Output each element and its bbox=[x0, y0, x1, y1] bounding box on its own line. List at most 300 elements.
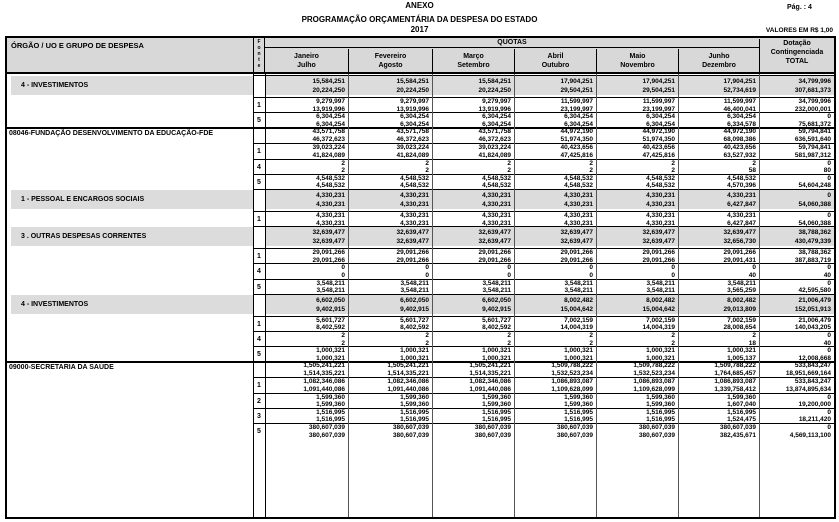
cell-value-bottom: 0 bbox=[589, 271, 593, 279]
col-header-fonte: F o n t e bbox=[253, 38, 265, 74]
cell-value-bottom: 2 bbox=[507, 339, 511, 347]
cell-value-bottom: 1,339,758,412 bbox=[714, 385, 756, 393]
cell-value-bottom: 4,330,231 bbox=[564, 201, 593, 208]
cell-value-bottom: 1,109,628,099 bbox=[633, 385, 675, 393]
cell-value-bottom: 1,516,995 bbox=[646, 416, 675, 424]
row-fonte: 5 bbox=[257, 428, 261, 435]
cell-value-bottom: 3,548,211 bbox=[564, 287, 593, 295]
cell-value-bottom: 2 bbox=[507, 167, 511, 175]
cell-value-bottom: 40 bbox=[823, 271, 831, 279]
cell-value-top: 21,006,479 bbox=[798, 296, 831, 304]
cell-value-top: 6,304,254 bbox=[316, 113, 345, 121]
cell-value-top: 6,602,050 bbox=[400, 296, 429, 304]
cell-value-bottom: 380,607,039 bbox=[308, 431, 345, 439]
cell-value-bottom: 15,004,642 bbox=[642, 305, 675, 313]
cell-value-bottom: 2 bbox=[589, 339, 593, 347]
cell-value-bottom: 2 bbox=[341, 167, 345, 175]
cell-value-bottom: 23,199,997 bbox=[560, 105, 593, 113]
cell-value-top: 0 bbox=[827, 408, 831, 416]
cell-value-bottom: 13,919,996 bbox=[478, 105, 511, 113]
row-fonte: 1 bbox=[257, 216, 261, 223]
cell-value-top: 0 bbox=[827, 347, 831, 355]
cell-value-top: 380,607,039 bbox=[638, 424, 675, 431]
cell-value-bottom: 51,974,350 bbox=[642, 135, 675, 143]
cell-value-bottom: 387,883,719 bbox=[794, 256, 831, 264]
cell-value-top: 8,002,482 bbox=[564, 296, 593, 304]
cell-value-bottom: 0 bbox=[671, 271, 675, 279]
cell-value-top: 1,505,241,221 bbox=[303, 362, 345, 370]
cell-value-top: 2 bbox=[341, 332, 345, 339]
cell-value-top: 0 bbox=[671, 264, 675, 272]
cell-value-bottom: 4,570,396 bbox=[727, 182, 756, 190]
cell-value-bottom: 1,516,995 bbox=[400, 416, 429, 424]
cell-value-bottom: 29,091,266 bbox=[642, 256, 675, 264]
cell-value-bottom: 232,000,001 bbox=[794, 105, 831, 113]
cell-value-bottom: 1,516,995 bbox=[316, 416, 345, 424]
cell-value-top: 380,607,039 bbox=[556, 424, 593, 431]
row-fonte: 4 bbox=[257, 268, 261, 276]
cell-value-top: 29,091,266 bbox=[396, 249, 429, 257]
cell-value-bottom: 14,004,319 bbox=[560, 324, 593, 332]
month-bottom: Novembro bbox=[620, 62, 655, 69]
month-bottom: Outubro bbox=[541, 62, 570, 69]
cell-value-top: 2 bbox=[425, 159, 429, 167]
cell-value-top: 59,794,841 bbox=[798, 128, 831, 136]
cell-value-top: 380,607,039 bbox=[474, 424, 511, 431]
cell-value-top: 9,279,997 bbox=[316, 98, 345, 105]
cell-value-bottom: 18,211,420 bbox=[798, 416, 831, 424]
row-fonte: 4 bbox=[257, 163, 261, 171]
cell-value-bottom: 29,504,251 bbox=[642, 87, 675, 94]
cell-value-top: 43,571,758 bbox=[396, 128, 429, 136]
cell-value-bottom: 41,824,089 bbox=[396, 151, 429, 159]
cell-value-top: 17,904,251 bbox=[723, 78, 756, 85]
cell-value-top: 17,904,251 bbox=[560, 78, 593, 85]
cell-value-top: 2 bbox=[425, 332, 429, 339]
cell-value-bottom: 1,532,523,234 bbox=[633, 369, 675, 377]
cell-value-bottom: 8,402,592 bbox=[316, 324, 345, 332]
row-divider bbox=[253, 75, 834, 76]
cell-value-top: 3,548,211 bbox=[316, 279, 345, 287]
cell-value-top: 4,330,231 bbox=[564, 192, 593, 199]
cell-value-top: 0 bbox=[827, 174, 831, 182]
cell-value-top: 11,599,997 bbox=[560, 98, 593, 105]
cell-value-bottom: 47,425,816 bbox=[642, 151, 675, 159]
cell-value-top: 8,002,482 bbox=[727, 296, 756, 304]
cell-value-top: 0 bbox=[827, 393, 831, 401]
cell-value-bottom: 1,516,995 bbox=[482, 416, 511, 424]
cell-value-top: 0 bbox=[827, 279, 831, 287]
cell-value-bottom: 9,402,915 bbox=[400, 305, 429, 313]
cell-value-top: 6,304,254 bbox=[646, 113, 675, 121]
cell-value-top: 1,082,346,086 bbox=[469, 378, 511, 386]
cell-value-top: 4,548,532 bbox=[646, 174, 675, 182]
cell-value-bottom: 1,516,995 bbox=[564, 416, 593, 424]
cell-value-top: 4,330,231 bbox=[316, 212, 345, 219]
cell-value-top: 1,000,321 bbox=[564, 347, 593, 355]
cell-value-top: 1,516,995 bbox=[727, 408, 756, 416]
cell-value-bottom: 1,000,321 bbox=[316, 354, 345, 362]
cell-value-bottom: 68,098,386 bbox=[723, 135, 756, 143]
cell-value-top: 4,330,231 bbox=[400, 212, 429, 219]
cell-value-top: 40,423,656 bbox=[642, 144, 675, 152]
cell-value-top: 4,330,231 bbox=[727, 212, 756, 219]
cell-value-bottom: 13,874,895,634 bbox=[785, 385, 831, 393]
cell-value-bottom: 42,595,580 bbox=[798, 287, 831, 295]
cell-value-bottom: 6,427,847 bbox=[727, 201, 756, 208]
cell-value-bottom: 32,639,477 bbox=[560, 238, 593, 246]
cell-value-top: 1,000,321 bbox=[400, 347, 429, 355]
cell-value-bottom: 3,548,211 bbox=[316, 287, 345, 295]
cell-value-bottom: 6,304,254 bbox=[646, 120, 675, 128]
col-header-month bbox=[514, 49, 596, 74]
cell-value-top: 40,423,656 bbox=[723, 144, 756, 152]
cell-value-bottom: 4,330,231 bbox=[482, 219, 511, 227]
cell-value-top: 1,509,788,222 bbox=[633, 362, 675, 370]
row-fonte: 2 bbox=[257, 397, 261, 405]
cell-value-top: 6,304,254 bbox=[482, 113, 511, 121]
cell-value-bottom: 1,005,137 bbox=[727, 354, 756, 362]
cell-value-top: 4,548,532 bbox=[316, 174, 345, 182]
cell-value-top: 1,516,995 bbox=[400, 408, 429, 416]
cell-value-bottom: 51,974,350 bbox=[560, 135, 593, 143]
cell-value-top: 5,601,727 bbox=[316, 316, 345, 324]
cell-value-bottom: 1,091,440,086 bbox=[303, 385, 345, 393]
cell-value-bottom: 13,919,996 bbox=[396, 105, 429, 113]
cell-value-bottom: 0 bbox=[507, 271, 511, 279]
cell-value-top: 15,584,251 bbox=[312, 78, 345, 85]
values-note: VALORES EM R$ 1,00 bbox=[765, 27, 833, 34]
cell-value-top: 29,091,266 bbox=[642, 249, 675, 257]
col-header-month bbox=[348, 49, 432, 74]
cell-value-top: 39,023,224 bbox=[312, 144, 345, 152]
cell-value-bottom: 29,504,251 bbox=[560, 87, 593, 94]
cell-value-top: 38,788,362 bbox=[798, 229, 831, 237]
cell-value-top: 43,571,758 bbox=[478, 128, 511, 136]
cell-value-bottom: 2 bbox=[671, 339, 675, 347]
cell-value-bottom: 46,372,623 bbox=[478, 135, 511, 143]
cell-value-top: 1,516,995 bbox=[316, 408, 345, 416]
row-fonte: 4 bbox=[257, 336, 261, 343]
cell-value-bottom: 1,524,475 bbox=[727, 416, 756, 424]
cell-value-bottom: 1,000,321 bbox=[564, 354, 593, 362]
cell-value-top: 4,548,532 bbox=[482, 174, 511, 182]
cell-value-top: 1,599,360 bbox=[727, 393, 756, 401]
cell-value-bottom: 1,091,440,086 bbox=[387, 385, 429, 393]
cell-value-top: 0 bbox=[827, 159, 831, 167]
cell-value-top: 1,505,241,221 bbox=[387, 362, 429, 370]
cell-value-bottom: 3,548,211 bbox=[646, 287, 675, 295]
cell-value-bottom: 29,091,266 bbox=[396, 256, 429, 264]
cell-value-bottom: 6,304,254 bbox=[316, 120, 345, 128]
cell-value-top: 3,548,211 bbox=[564, 279, 593, 287]
cell-value-bottom: 18 bbox=[748, 339, 756, 347]
cell-value-top: 4,330,231 bbox=[482, 192, 511, 199]
cell-value-bottom: 2 bbox=[425, 339, 429, 347]
cell-value-top: 1,516,995 bbox=[482, 408, 511, 416]
column-divider bbox=[253, 74, 254, 517]
cell-value-top: 1,509,788,222 bbox=[551, 362, 593, 370]
cell-value-top: 0 bbox=[827, 192, 831, 199]
cell-value-top: 29,091,266 bbox=[312, 249, 345, 257]
cell-value-bottom: 47,425,816 bbox=[560, 151, 593, 159]
cell-value-bottom: 4,548,532 bbox=[316, 182, 345, 190]
row-fonte: 1 bbox=[257, 148, 261, 156]
cell-value-top: 29,091,266 bbox=[723, 249, 756, 257]
cell-value-bottom: 1,764,685,457 bbox=[714, 369, 756, 377]
cell-value-bottom: 1,514,335,221 bbox=[387, 369, 429, 377]
cell-value-bottom: 2 bbox=[671, 167, 675, 175]
cell-value-bottom: 1,109,628,099 bbox=[551, 385, 593, 393]
month-top: Junho bbox=[708, 53, 730, 60]
row-fonte: 1 bbox=[257, 320, 261, 328]
cell-value-top: 1,516,995 bbox=[564, 408, 593, 416]
cell-value-bottom: 41,824,089 bbox=[312, 151, 345, 159]
cell-value-bottom: 1,599,360 bbox=[646, 401, 675, 409]
cell-value-top: 4,330,231 bbox=[316, 192, 345, 199]
month-top: Março bbox=[463, 53, 484, 60]
cell-value-top: 1,509,788,222 bbox=[714, 362, 756, 370]
total-line1: Dotação bbox=[783, 40, 811, 47]
cell-value-bottom: 20,224,250 bbox=[478, 87, 511, 94]
cell-value-top: 44,972,190 bbox=[560, 128, 593, 136]
cell-value-top: 1,505,241,221 bbox=[469, 362, 511, 370]
row-label: 3 . OUTRAS DESPESAS CORRENTES bbox=[21, 233, 147, 241]
cell-value-top: 0 bbox=[827, 424, 831, 431]
cell-value-top: 1,000,321 bbox=[646, 347, 675, 355]
cell-value-bottom: 12,008,668 bbox=[798, 354, 831, 362]
cell-value-bottom: 581,987,312 bbox=[794, 151, 831, 159]
cell-value-bottom: 307,681,373 bbox=[794, 87, 831, 94]
cell-value-bottom: 18,951,669,164 bbox=[785, 369, 831, 377]
cell-value-bottom: 6,304,254 bbox=[564, 120, 593, 128]
cell-value-bottom: 1,599,360 bbox=[564, 401, 593, 409]
cell-value-top: 7,002,159 bbox=[727, 316, 756, 324]
cell-value-bottom: 29,091,431 bbox=[723, 256, 756, 264]
cell-value-bottom: 380,607,039 bbox=[474, 431, 511, 439]
cell-value-bottom: 20,224,250 bbox=[312, 87, 345, 94]
cell-value-top: 0 bbox=[827, 264, 831, 272]
row-fonte: 5 bbox=[257, 178, 261, 186]
cell-value-top: 11,599,997 bbox=[723, 98, 756, 105]
cell-value-top: 6,602,050 bbox=[482, 296, 511, 304]
col-header-quotas: QUOTAS bbox=[265, 38, 759, 48]
cell-value-top: 2 bbox=[752, 159, 756, 167]
report-title: PROGRAMAÇÃO ORÇAMENTÁRIA DA DESPESA DO ESTADO bbox=[301, 15, 538, 24]
cell-value-top: 1,599,360 bbox=[564, 393, 593, 401]
cell-value-top: 15,584,251 bbox=[396, 78, 429, 85]
cell-value-bottom: 40 bbox=[748, 271, 756, 279]
cell-value-top: 4,330,231 bbox=[482, 212, 511, 219]
cell-value-bottom: 19,200,000 bbox=[798, 401, 831, 409]
month-top: Maio bbox=[629, 53, 646, 60]
cell-value-bottom: 1,000,321 bbox=[646, 354, 675, 362]
cell-value-top: 7,002,159 bbox=[646, 316, 675, 324]
column-divider bbox=[348, 74, 349, 517]
cell-value-bottom: 46,372,623 bbox=[312, 135, 345, 143]
cell-value-top: 0 bbox=[507, 264, 511, 272]
cell-value-bottom: 4,330,231 bbox=[646, 201, 675, 208]
cell-value-bottom: 32,639,477 bbox=[396, 238, 429, 246]
cell-value-bottom: 63,527,932 bbox=[723, 151, 756, 159]
cell-value-bottom: 1,514,335,221 bbox=[303, 369, 345, 377]
cell-value-top: 32,639,477 bbox=[478, 229, 511, 237]
cell-value-top: 380,607,039 bbox=[308, 424, 345, 431]
month-bottom: Dezembro bbox=[702, 62, 736, 69]
cell-value-bottom: 8,402,592 bbox=[400, 324, 429, 332]
cell-value-bottom: 1,000,321 bbox=[400, 354, 429, 362]
cell-value-bottom: 1,532,523,234 bbox=[551, 369, 593, 377]
row-divider bbox=[253, 294, 834, 295]
cell-value-top: 4,330,231 bbox=[646, 192, 675, 199]
cell-value-bottom: 20,224,250 bbox=[396, 87, 429, 94]
col-header-month bbox=[596, 49, 678, 74]
cell-value-top: 6,304,254 bbox=[400, 113, 429, 121]
cell-value-top: 32,639,477 bbox=[723, 229, 756, 237]
cell-value-bottom: 140,043,205 bbox=[794, 324, 831, 332]
cell-value-top: 59,794,841 bbox=[798, 144, 831, 152]
row-fonte: 1 bbox=[257, 102, 261, 109]
cell-value-top: 380,607,039 bbox=[392, 424, 429, 431]
cell-value-top: 2 bbox=[341, 159, 345, 167]
cell-value-top: 5,601,727 bbox=[400, 316, 429, 324]
row-fonte: 5 bbox=[257, 117, 261, 125]
cell-value-top: 4,548,532 bbox=[564, 174, 593, 182]
cell-value-bottom: 8,402,592 bbox=[482, 324, 511, 332]
cell-value-bottom: 29,091,266 bbox=[560, 256, 593, 264]
cell-value-top: 4,330,231 bbox=[646, 212, 675, 219]
col-header-total bbox=[759, 39, 834, 74]
cell-value-bottom: 9,402,915 bbox=[482, 305, 511, 313]
cell-value-top: 2 bbox=[507, 159, 511, 167]
cell-value-bottom: 4,330,231 bbox=[646, 219, 675, 227]
cell-value-bottom: 4,548,532 bbox=[482, 182, 511, 190]
cell-value-top: 11,599,997 bbox=[642, 98, 675, 105]
row-label: 4 - INVESTIMENTOS bbox=[21, 300, 89, 308]
cell-value-bottom: 6,304,254 bbox=[400, 120, 429, 128]
cell-value-top: 40,423,656 bbox=[560, 144, 593, 152]
cell-value-bottom: 382,435,671 bbox=[719, 431, 756, 439]
cell-value-top: 0 bbox=[341, 264, 345, 272]
month-bottom: Setembro bbox=[457, 62, 490, 69]
cell-value-bottom: 4,569,113,100 bbox=[789, 431, 831, 439]
cell-value-bottom: 28,008,654 bbox=[723, 324, 756, 332]
cell-value-bottom: 4,330,231 bbox=[400, 219, 429, 227]
cell-value-top: 3,548,211 bbox=[482, 279, 511, 287]
row-label: 09000-SECRETARIA DA SAÚDE bbox=[9, 364, 114, 372]
col-header-month bbox=[432, 49, 514, 74]
report-year: 2017 bbox=[410, 25, 429, 34]
cell-value-top: 32,639,477 bbox=[396, 229, 429, 237]
cell-value-top: 34,799,996 bbox=[798, 98, 831, 105]
cell-value-bottom: 2 bbox=[341, 339, 345, 347]
cell-value-bottom: 54,604,248 bbox=[798, 182, 831, 190]
cell-value-bottom: 29,091,266 bbox=[478, 256, 511, 264]
cell-value-bottom: 6,304,254 bbox=[482, 120, 511, 128]
row-fonte: 1 bbox=[257, 253, 261, 261]
cell-value-top: 4,330,231 bbox=[727, 192, 756, 199]
cell-value-bottom: 4,548,532 bbox=[400, 182, 429, 190]
cell-value-top: 9,279,997 bbox=[482, 98, 511, 105]
cell-value-bottom: 3,548,211 bbox=[482, 287, 511, 295]
cell-value-bottom: 29,013,809 bbox=[723, 305, 756, 313]
cell-value-top: 3,548,211 bbox=[400, 279, 429, 287]
cell-value-top: 21,006,479 bbox=[798, 316, 831, 324]
column-divider bbox=[265, 74, 266, 517]
column-divider bbox=[596, 74, 597, 517]
column-divider bbox=[514, 74, 515, 517]
cell-value-top: 34,799,996 bbox=[798, 78, 831, 85]
cell-value-bottom: 636,591,640 bbox=[794, 135, 831, 143]
cell-value-bottom: 40 bbox=[823, 339, 831, 347]
cell-value-bottom: 52,734,619 bbox=[723, 87, 756, 94]
cell-value-bottom: 46,400,041 bbox=[723, 105, 756, 113]
col-header-label: ÓRGÃO / UO E GRUPO DE DESPESA bbox=[11, 41, 144, 50]
cell-value-bottom: 380,607,039 bbox=[392, 431, 429, 439]
cell-value-top: 39,023,224 bbox=[478, 144, 511, 152]
cell-value-top: 1,082,346,086 bbox=[303, 378, 345, 386]
cell-value-bottom: 1,091,440,086 bbox=[469, 385, 511, 393]
column-divider bbox=[678, 74, 679, 517]
cell-value-top: 4,330,231 bbox=[400, 192, 429, 199]
cell-value-top: 1,599,360 bbox=[646, 393, 675, 401]
cell-value-top: 2 bbox=[589, 332, 593, 339]
cell-value-top: 9,279,997 bbox=[400, 98, 429, 105]
cell-value-top: 4,548,532 bbox=[400, 174, 429, 182]
cell-value-bottom: 3,565,259 bbox=[727, 287, 756, 295]
row-fonte: 5 bbox=[257, 351, 261, 359]
cell-value-bottom: 4,548,532 bbox=[646, 182, 675, 190]
cell-value-bottom: 46,372,623 bbox=[396, 135, 429, 143]
cell-value-bottom: 1,599,360 bbox=[400, 401, 429, 409]
cell-value-bottom: 41,824,089 bbox=[478, 151, 511, 159]
cell-value-bottom: 4,330,231 bbox=[400, 201, 429, 208]
month-bottom: Julho bbox=[297, 62, 316, 69]
cell-value-top: 4,330,231 bbox=[564, 212, 593, 219]
cell-value-top: 43,571,758 bbox=[312, 128, 345, 136]
cell-value-top: 1,082,346,086 bbox=[387, 378, 429, 386]
cell-value-bottom: 4,330,231 bbox=[482, 201, 511, 208]
row-fonte: 1 bbox=[257, 382, 261, 390]
cell-value-top: 380,607,039 bbox=[719, 424, 756, 431]
cell-value-top: 32,639,477 bbox=[560, 229, 593, 237]
cell-value-bottom: 4,330,231 bbox=[316, 219, 345, 227]
cell-value-top: 2 bbox=[589, 159, 593, 167]
cell-value-top: 0 bbox=[425, 264, 429, 272]
month-top: Janeiro bbox=[294, 53, 319, 60]
cell-value-bottom: 1,599,360 bbox=[482, 401, 511, 409]
row-label: 1 - PESSOAL E ENCARGOS SOCIAIS bbox=[21, 196, 145, 203]
cell-value-top: 0 bbox=[827, 212, 831, 219]
cell-value-top: 2 bbox=[671, 159, 675, 167]
cell-value-top: 533,843,247 bbox=[794, 362, 831, 370]
cell-value-top: 39,023,224 bbox=[396, 144, 429, 152]
col-header-month bbox=[265, 49, 348, 74]
cell-value-bottom: 80 bbox=[823, 167, 831, 175]
cell-value-top: 44,972,190 bbox=[723, 128, 756, 136]
cell-value-bottom: 2 bbox=[425, 167, 429, 175]
cell-value-top: 7,002,159 bbox=[564, 316, 593, 324]
cell-value-bottom: 1,000,321 bbox=[482, 354, 511, 362]
cell-value-bottom: 4,330,231 bbox=[564, 219, 593, 227]
cell-value-bottom: 9,402,915 bbox=[316, 305, 345, 313]
cell-value-top: 533,843,247 bbox=[794, 378, 831, 386]
report-annex-title: ANEXO bbox=[405, 1, 434, 10]
cell-value-top: 8,002,482 bbox=[646, 296, 675, 304]
cell-value-top: 6,304,254 bbox=[727, 113, 756, 121]
cell-value-bottom: 13,919,996 bbox=[312, 105, 345, 113]
cell-value-top: 1,000,321 bbox=[316, 347, 345, 355]
